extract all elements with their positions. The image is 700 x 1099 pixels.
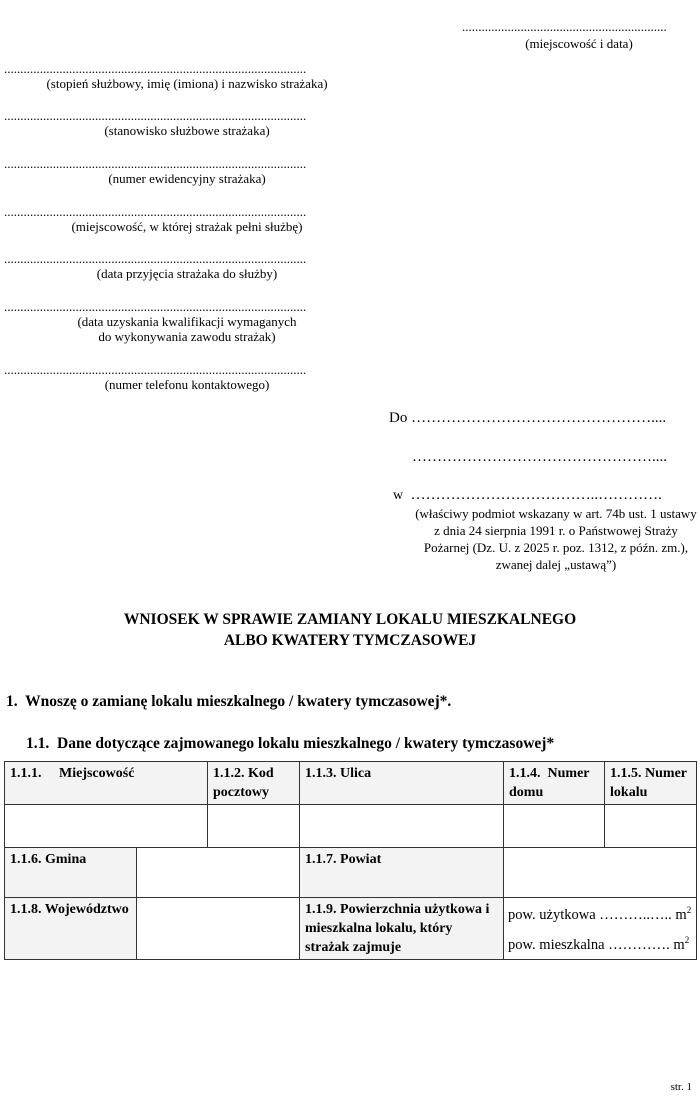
- dwelling-data-table: [4, 761, 697, 960]
- table-gmina-row: [5, 848, 697, 898]
- section-1-number: 1.: [6, 693, 18, 710]
- table-header-row: [5, 762, 697, 805]
- service-place-caption: (miejscowość, w której strażak pełni służbę): [71, 219, 303, 234]
- addressee-line-3: [393, 487, 700, 504]
- section-1-text: Wnoszę o zamianę lokalu mieszkalnego / kwatery tymczasowej*.: [25, 693, 452, 710]
- service-place-field[interactable]: .............................................................................................: [4, 205, 307, 219]
- house-number-input[interactable]: [504, 805, 605, 848]
- gmina-label: 1.1.6. Gmina: [5, 848, 137, 898]
- powiat-input[interactable]: [504, 848, 697, 898]
- title-line-2: ALBO KWATERY TYMCZASOWEJ: [223, 632, 477, 649]
- addressee-note: [412, 505, 700, 573]
- id-number-field[interactable]: .............................................................................................: [4, 157, 307, 171]
- section-1-1-number: 1.1.: [26, 735, 50, 752]
- phone-block: [4, 363, 370, 392]
- position-field[interactable]: .............................................................................................: [4, 109, 307, 123]
- document-title: [0, 609, 700, 651]
- addressee-field-2[interactable]: …………………………………………....: [412, 449, 667, 465]
- qualification-date-caption-line1: (data uzyskania kwalifikacji wymaganych: [77, 314, 297, 329]
- living-area-line: [508, 930, 692, 956]
- area-label: 1.1.9. Powierzchnia użytkowa i mieszkalna lokalu, który strażak zajmuje: [300, 898, 504, 960]
- apartment-number-input[interactable]: [605, 805, 697, 848]
- applicant-name-caption: (stopień służbowy, imię (imiona) i nazwisko strażaka): [46, 76, 328, 91]
- apartment-number-header: 1.1.5. Numer lokalu: [605, 762, 697, 805]
- postal-code-input[interactable]: [208, 805, 300, 848]
- page-number: str. 1: [670, 1081, 692, 1093]
- place-date-caption: (miejscowość i data): [525, 36, 633, 51]
- qualification-date-field[interactable]: .............................................................................................: [4, 300, 307, 314]
- applicant-name-field[interactable]: .............................................................................................: [4, 62, 307, 76]
- usable-area-line: [508, 900, 692, 926]
- gmina-input[interactable]: [137, 848, 300, 898]
- section-1-1-heading: [26, 735, 554, 753]
- title-line-1: WNIOSEK W SPRAWIE ZAMIANY LOKALU MIESZKALNEGO: [123, 611, 577, 628]
- admission-date-caption: (data przyjęcia strażaka do służby): [96, 266, 278, 281]
- id-number-block: [4, 157, 370, 186]
- usable-area-label: pow. użytkowa: [508, 906, 596, 923]
- section-1-heading: [6, 693, 451, 711]
- phone-caption: (numer telefonu kontaktowego): [104, 377, 270, 392]
- id-number-caption: (numer ewidencyjny strażaka): [108, 171, 266, 186]
- voivodeship-label: 1.1.8. Województwo: [5, 898, 137, 960]
- usable-area-unit-sup: 2: [686, 905, 692, 915]
- house-number-header: 1.1.4. Numer domu: [504, 762, 605, 805]
- section-1-1-text: Dane dotyczące zajmowanego lokalu mieszkalnego / kwatery tymczasowej*: [57, 735, 555, 752]
- qualification-date-block: [4, 300, 370, 344]
- postal-code-header: 1.1.2. Kod pocztowy: [208, 762, 300, 805]
- addressee-do-label: Do: [389, 410, 408, 426]
- addressee-field-1[interactable]: …………………………………………....: [411, 410, 667, 426]
- area-values-cell: [504, 898, 697, 960]
- locality-header: 1.1.1. Miejscowość: [5, 762, 208, 805]
- table-value-row: [5, 805, 697, 848]
- admission-date-field[interactable]: .............................................................................................: [4, 252, 307, 266]
- voivodeship-input[interactable]: [137, 898, 300, 960]
- living-area-label: pow. mieszkalna: [508, 936, 605, 953]
- addressee-field-3[interactable]: ………………………………..………….: [410, 487, 662, 503]
- table-voivodeship-row: [5, 898, 697, 960]
- street-input[interactable]: [300, 805, 504, 848]
- usable-area-field[interactable]: ………..….. m: [599, 906, 687, 923]
- addressee-w-label: w: [393, 488, 404, 503]
- addressee-note-line: zwanej dalej „ustawą”): [495, 557, 617, 572]
- addressee-note-line: Pożarnej (Dz. U. z 2025 r. poz. 1312, z późn. zm.),: [423, 540, 689, 555]
- service-place-block: [4, 205, 370, 234]
- addressee-note-line: (właściwy podmiot wskazany w art. 74b ust. 1 ustawy: [415, 506, 697, 521]
- place-date-field[interactable]: ...............................................................: [462, 20, 667, 34]
- position-block: [4, 109, 370, 138]
- powiat-label: 1.1.7. Powiat: [300, 848, 504, 898]
- locality-input[interactable]: [5, 805, 208, 848]
- position-caption: (stanowisko służbowe strażaka): [104, 123, 270, 138]
- qualification-date-caption-line2: do wykonywania zawodu strażak): [98, 329, 276, 344]
- street-header: 1.1.3. Ulica: [300, 762, 504, 805]
- addressee-note-line: z dnia 24 sierpnia 1991 r. o Państwowej Straży: [434, 523, 678, 538]
- living-area-field[interactable]: …………. m: [608, 936, 685, 953]
- addressee-line-1: [389, 410, 699, 427]
- phone-field[interactable]: .............................................................................................: [4, 363, 307, 377]
- applicant-name-block: [4, 62, 370, 91]
- admission-date-block: [4, 252, 370, 281]
- living-area-unit-sup: 2: [684, 934, 690, 945]
